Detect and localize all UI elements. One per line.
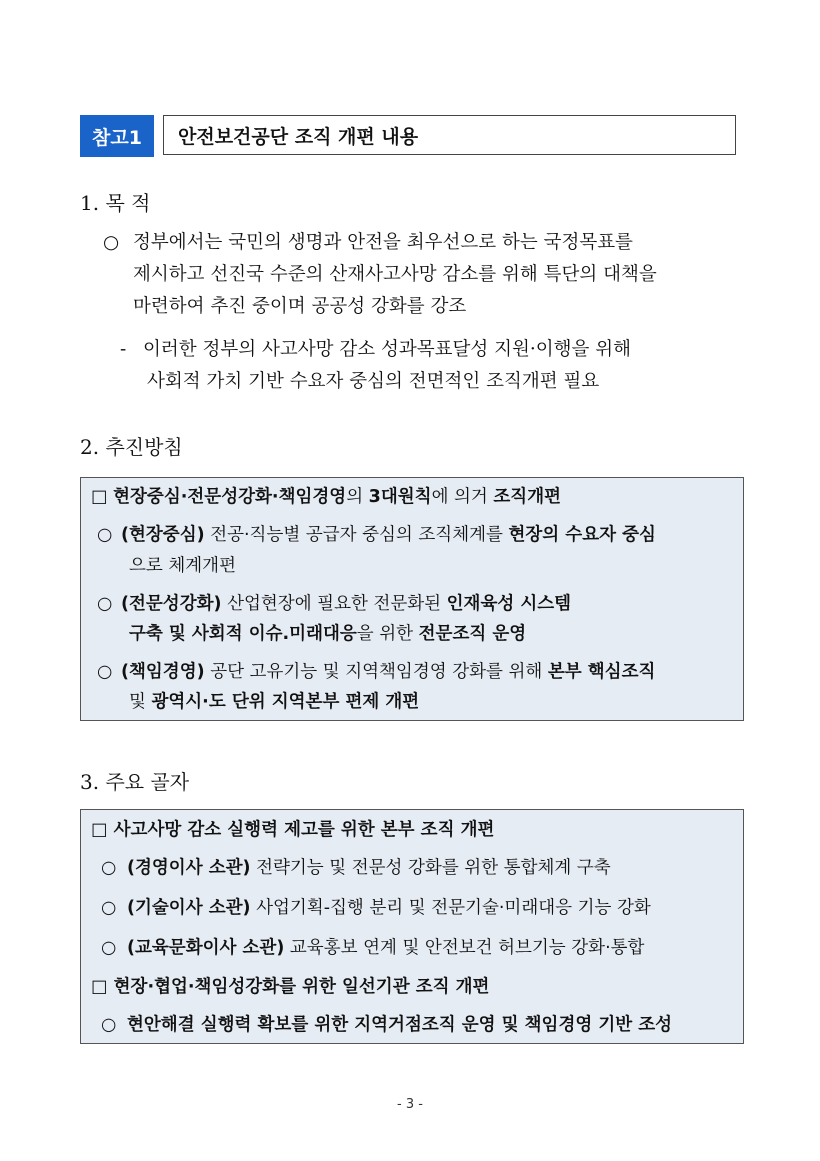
section-1-heading: 1. 목 적 [80, 191, 151, 215]
text-span: 전략기능 및 전문성 강화를 위한 통합체계 구축 [250, 858, 611, 878]
section-3-heading: 3. 주요 골자 [80, 770, 190, 794]
key-point-label: (교육문화이사 소관) [127, 938, 285, 958]
three-principles: 3대원칙 [368, 487, 432, 507]
purpose-line-2: 제시하고 선진국 수준의 산재사고사망 감소를 위해 특단의 대책을 [133, 264, 657, 285]
bullet-circle: ○ [97, 662, 113, 682]
key-point-label: (기술이사 소관) [127, 898, 251, 918]
policy-box-header [91, 489, 561, 507]
square-bullet: □ [91, 820, 108, 840]
reorganization-bold: 조직개편 [493, 487, 562, 507]
emphasis-span: 현장의 수요자 중심 [508, 525, 656, 545]
page-number: - 3 - [397, 1097, 423, 1112]
emphasis-span: 광역시·도 단위 지역본부 편제 개편 [151, 692, 420, 712]
key-point-item-2 [127, 900, 651, 918]
dash-marker: - [120, 339, 127, 360]
text-span: 전공·직능별 공급자 중심의 조직체계를 [204, 525, 509, 545]
header-text: 현장·협업·책임성강화를 위한 일선기관 조직 개편 [113, 977, 490, 997]
key-point-item-3 [127, 940, 644, 958]
text-span: 의 [346, 487, 369, 507]
key-point-item-1 [127, 860, 611, 878]
section-2-heading: 2. 추진방침 [80, 435, 183, 459]
policy-item-2-line-2 [129, 626, 526, 644]
text-span: 을 위한 [356, 624, 419, 644]
bullet-circle: ○ [97, 594, 113, 614]
emphasis-span: 본부 핵심조직 [547, 662, 656, 682]
purpose-line-1: 정부에서는 국민의 생명과 안전을 최우선으로 하는 국정목표를 [133, 232, 633, 253]
key-point-label: (경영이사 소관) [127, 858, 251, 878]
purpose-sub-line-2: 사회적 가치 기반 수요자 중심의 전면적인 조직개편 필요 [147, 371, 600, 392]
text-span: 사업기획-집행 분리 및 전문기술·미래대응 기능 강화 [250, 898, 651, 918]
text-span: 에 의거 [431, 487, 494, 507]
bullet-circle: ○ [101, 938, 117, 958]
policy-box [80, 477, 744, 721]
bullet-circle: ○ [103, 232, 120, 253]
policy-item-3-line-2 [129, 694, 419, 712]
text-span: 및 [129, 692, 152, 712]
key-point-item-4: 현안해결 실행력 확보를 위한 지역거점조직 운영 및 책임경영 기반 조성 [127, 1015, 673, 1035]
text-span: 교육홍보 연계 및 안전보건 허브기능 강화·통합 [284, 938, 645, 958]
policy-item-label: (책임경영) [121, 662, 205, 682]
policy-item-label: (현장중심) [121, 525, 205, 545]
header-text: 사고사망 감소 실행력 제고를 위한 본부 조직 개편 [113, 820, 495, 840]
bullet-circle: ○ [101, 1015, 117, 1035]
principles-bold: 현장중심·전문성강화·책임경영 [113, 487, 347, 507]
purpose-line-3: 마련하여 추진 중이며 공공성 강화를 강조 [133, 296, 467, 317]
bullet-circle: ○ [101, 858, 117, 878]
bullet-circle: ○ [101, 898, 117, 918]
emphasis-span: 구축 및 사회적 이슈.미래대응 [129, 624, 357, 644]
text-span: 산업현장에 필요한 전문화된 [221, 594, 447, 614]
key-points-header-1 [91, 822, 494, 840]
policy-item-2-line-1 [121, 596, 571, 614]
document-title: 안전보건공단 조직 개편 내용 [163, 115, 736, 155]
square-bullet: □ [91, 977, 108, 997]
policy-item-1-line-2: 으로 체계개편 [129, 556, 236, 576]
purpose-sub-line-1: 이러한 정부의 사고사망 감소 성과목표달성 지원·이행을 위해 [143, 339, 631, 360]
policy-item-label: (전문성강화) [121, 594, 222, 614]
key-points-header-2 [91, 979, 489, 997]
text-span: 공단 고유기능 및 지역책임경영 강화를 위해 [204, 662, 548, 682]
policy-item-1-line-1 [121, 527, 656, 545]
policy-item-3-line-1 [121, 664, 655, 682]
emphasis-span: 전문조직 운영 [418, 624, 527, 644]
square-bullet: □ [91, 487, 108, 507]
bullet-circle: ○ [97, 525, 113, 545]
emphasis-span: 인재육성 시스템 [446, 594, 572, 614]
reference-tag: 참고1 [80, 115, 154, 157]
key-points-box [80, 809, 744, 1044]
